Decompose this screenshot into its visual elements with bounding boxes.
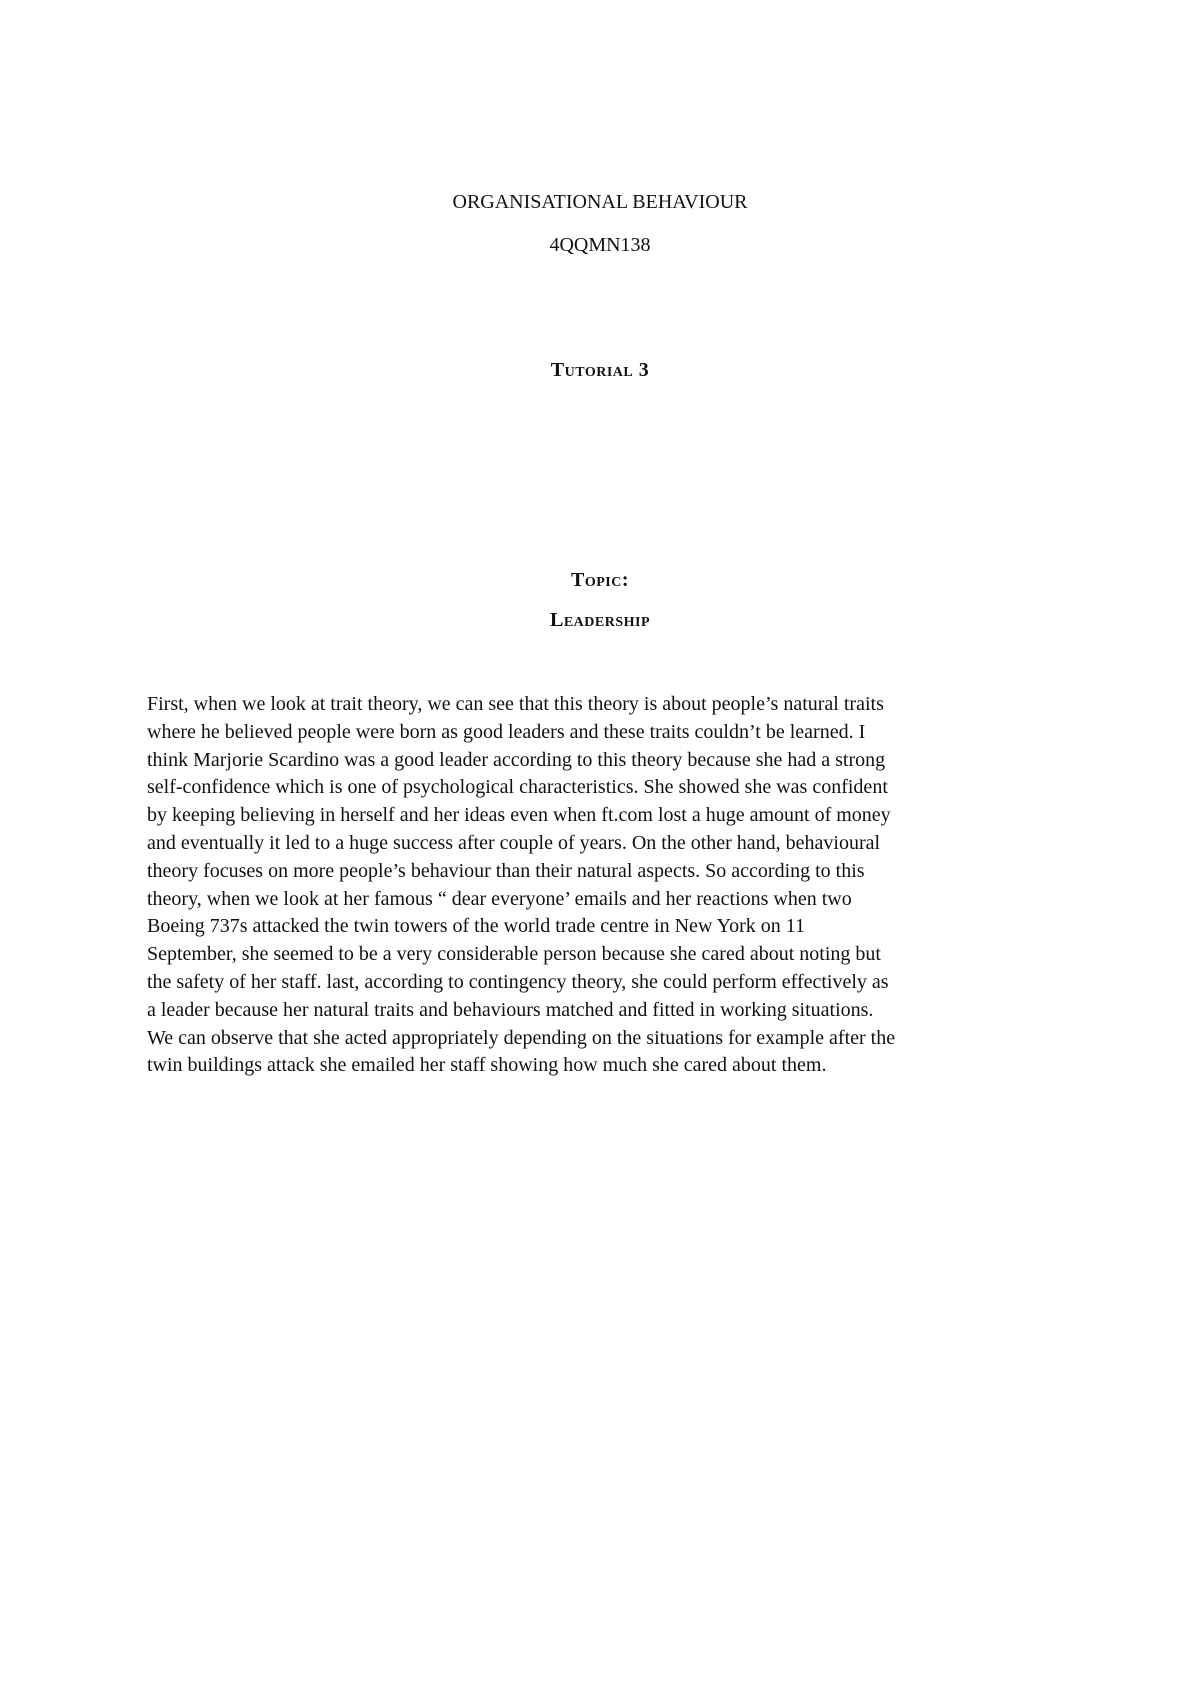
course-title: ORGANISATIONAL BEHAVIOUR xyxy=(452,191,748,213)
topic-label: Topic: xyxy=(571,569,629,591)
body-line: theory, when we look at her famous “ dear everyone’ emails and her reactions when two xyxy=(147,887,852,910)
body-line: where he believed people were born as good leaders and these traits couldn’t be learned. I xyxy=(147,720,866,743)
body-line: Boeing 737s attacked the twin towers of the world trade centre in New York on 11 xyxy=(147,915,805,938)
tutorial-heading: Tutorial 3 xyxy=(550,359,650,381)
body-line: and eventually it led to a huge success after couple of years. On the other hand, behavioural xyxy=(147,831,881,854)
topic-name: Leadership xyxy=(549,609,651,631)
body-line: self-confidence which is one of psychological characteristics. She showed she was confident xyxy=(147,776,888,799)
body-line: a leader because her natural traits and behaviours matched and fitted in working situations. xyxy=(147,998,874,1021)
body-line: the safety of her staff. last, according to contingency theory, she could perform effectively as xyxy=(147,970,889,993)
course-code: 4QQMN138 xyxy=(549,234,651,256)
body-line: theory focuses on more people’s behaviour than their natural aspects. So according to this xyxy=(147,859,865,882)
body-line: by keeping believing in herself and her ideas even when ft.com lost a huge amount of money xyxy=(147,804,891,827)
body-line: twin buildings attack she emailed her staff showing how much she cared about them. xyxy=(147,1054,827,1077)
body-line: September, she seemed to be a very considerable person because she cared about noting but xyxy=(147,943,881,966)
body-line: We can observe that she acted appropriately depending on the situations for example after the xyxy=(147,1026,896,1049)
body-paragraph xyxy=(147,691,1067,1080)
body-line: First, when we look at trait theory, we can see that this theory is about people’s natural traits xyxy=(147,693,884,715)
body-line: think Marjorie Scardino was a good leader according to this theory because she had a strong xyxy=(147,748,886,771)
